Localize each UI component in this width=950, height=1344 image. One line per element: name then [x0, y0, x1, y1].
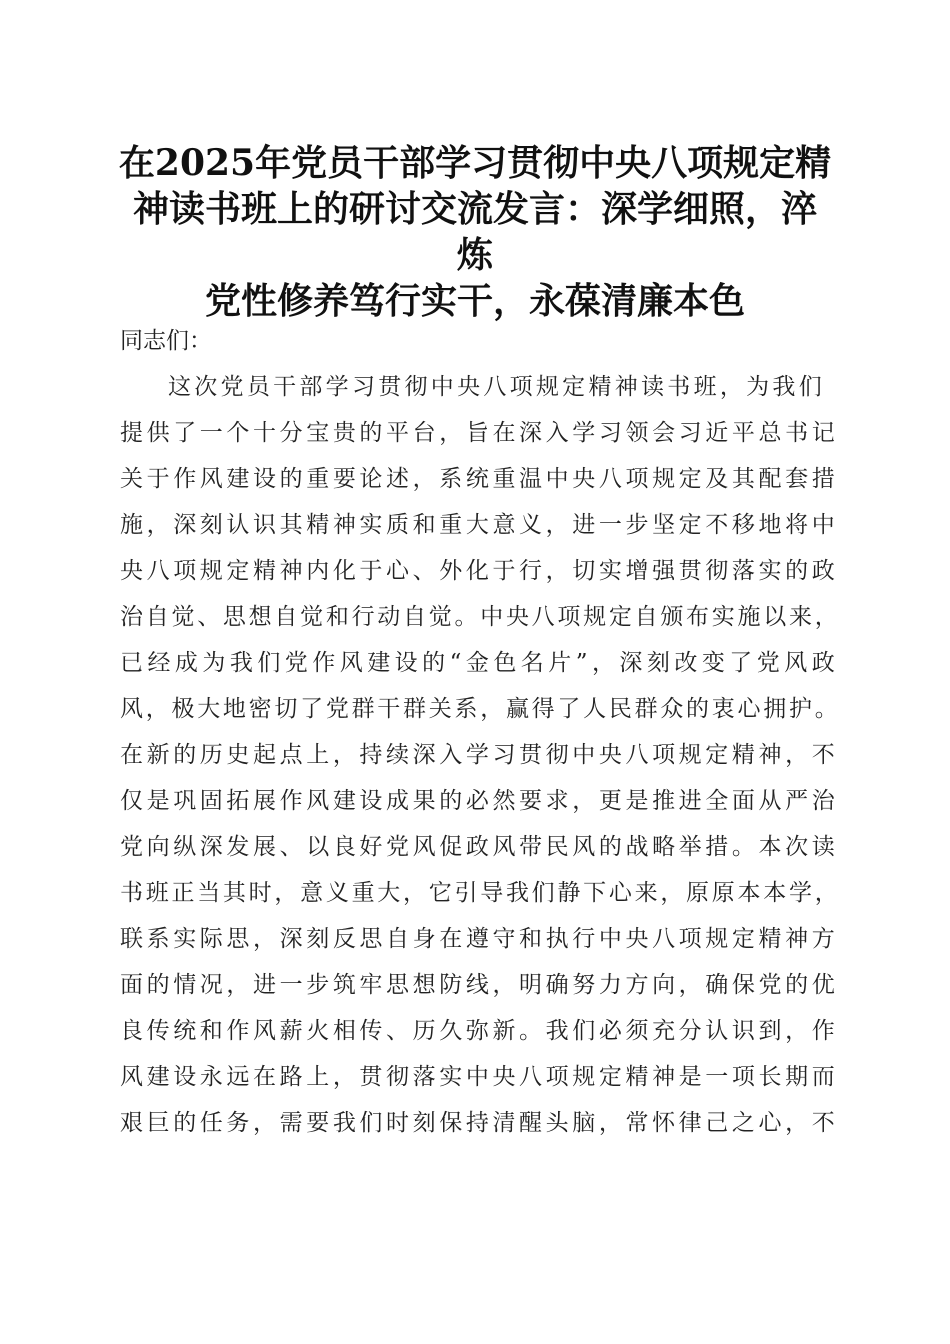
paragraph-line: 艰巨的任务，需要我们时刻保持清醒头脑，常怀律己之心，不 [120, 1110, 835, 1136]
paragraph-line: 书班正当其时，意义重大，它引导我们静下心来，原原本本学， [120, 880, 838, 906]
paragraph-line: 关于作风建设的重要论述，系统重温中央八项规定及其配套措 [120, 466, 835, 492]
title-line: 在2025年党员干部学习贯彻中央八项规定精 [118, 142, 832, 184]
document-title [118, 140, 832, 324]
paragraph-line: 仅是巩固拓展作风建设成果的必然要求，更是推进全面从严治 [120, 788, 835, 814]
paragraph-line: 在新的历史起点上，持续深入学习贯彻中央八项规定精神，不 [120, 742, 835, 768]
paragraph-line: 已经成为我们党作风建设的“金色名片”，深刻改变了党风政 [120, 650, 835, 676]
salutation: 同志们： [120, 328, 212, 354]
title-line: 神读书班上的研讨交流发言：深学细照，淬炼 [132, 188, 817, 276]
paragraph-line: 党向纵深发展、以良好党风促政风带民风的战略举措。本次读 [120, 834, 835, 860]
paragraph-line: 提供了一个十分宝贵的平台，旨在深入学习领会习近平总书记 [120, 420, 835, 446]
paragraph-line: 央八项规定精神内化于心、外化于行，切实增强贯彻落实的政 [120, 558, 835, 584]
title-line: 党性修养笃行实干，永葆清廉本色 [204, 280, 745, 322]
paragraph-line: 风建设永远在路上，贯彻落实中央八项规定精神是一项长期而 [120, 1064, 835, 1090]
paragraph-line: 面的情况，进一步筑牢思想防线，明确努力方向，确保党的优 [120, 972, 835, 998]
paragraph-line: 良传统和作风薪火相传、历久弥新。我们必须充分认识到，作 [120, 1018, 835, 1044]
paragraph-line: 这次党员干部学习贯彻中央八项规定精神读书班，为我们 [168, 374, 822, 400]
paragraph-line: 风，极大地密切了党群干群关系，赢得了人民群众的衷心拥护。 [120, 696, 838, 722]
paragraph-line: 联系实际思，深刻反思自身在遵守和执行中央八项规定精神方 [120, 926, 835, 952]
paragraph-line: 施，深刻认识其精神实质和重大意义，进一步坚定不移地将中 [120, 512, 835, 538]
paragraph-line: 治自觉、思想自觉和行动自觉。中央八项规定自颁布实施以来， [120, 604, 838, 630]
